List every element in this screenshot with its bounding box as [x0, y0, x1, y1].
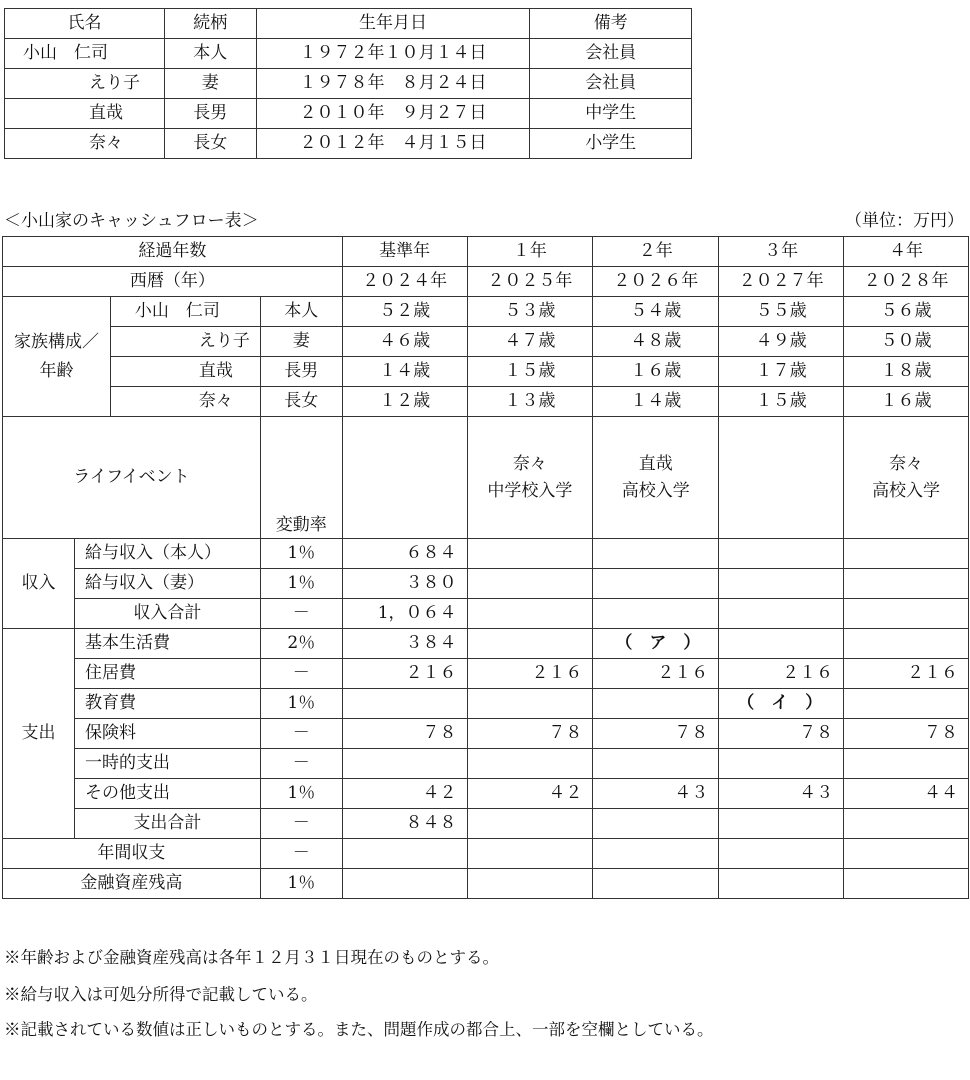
- years-label: 経過年数: [3, 237, 343, 267]
- age-cell: ５４歳: [593, 297, 719, 327]
- value-cell: [593, 749, 719, 779]
- value-cell: [844, 749, 969, 779]
- western-cell: ２０２５年: [467, 267, 593, 297]
- value-cell: ２１６: [844, 659, 969, 689]
- header-relation: 続柄: [164, 9, 256, 39]
- rate-cell: 1％: [260, 539, 342, 569]
- age-cell: ５６歳: [844, 297, 969, 327]
- age-cell: ５３歳: [467, 297, 593, 327]
- rate-cell: －: [260, 839, 342, 869]
- age-cell: １５歳: [467, 357, 593, 387]
- value-cell: ７８: [844, 719, 969, 749]
- age-cell: ４６歳: [342, 327, 467, 357]
- member-age-row: [3, 357, 969, 387]
- expense-item-label: 教育費: [74, 689, 260, 719]
- value-cell: ３８４: [342, 629, 467, 659]
- expense-total-label: 支出合計: [74, 809, 260, 839]
- value-cell: ３８０: [342, 569, 467, 599]
- value-cell: [719, 839, 844, 869]
- value-cell: [719, 809, 844, 839]
- income-row: [3, 569, 969, 599]
- value-cell: ２１６: [719, 659, 844, 689]
- value-cell: [593, 539, 719, 569]
- member-name: 奈々: [5, 129, 165, 159]
- rate-cell: 1％: [260, 689, 342, 719]
- rate-cell: 1％: [260, 779, 342, 809]
- value-cell: [719, 569, 844, 599]
- expense-row: [3, 689, 969, 719]
- age-cell: １６歳: [593, 357, 719, 387]
- age-cell: ４９歳: [719, 327, 844, 357]
- member-age-row: [3, 297, 969, 327]
- event-line2: 高校入学: [621, 480, 690, 501]
- expense-row: [3, 719, 969, 749]
- income-row: [3, 539, 969, 569]
- years-row: [3, 237, 969, 267]
- value-cell: ２１６: [467, 659, 593, 689]
- cashflow-title: ＜小山家のキャッシュフロー表＞: [4, 211, 259, 231]
- event-cell: [844, 417, 969, 539]
- age-cell: １７歳: [719, 357, 844, 387]
- value-cell: [844, 689, 969, 719]
- event-line1: 直哉: [638, 454, 673, 475]
- member-age-row: [3, 327, 969, 357]
- event-cell: [593, 417, 719, 539]
- value-cell: ４２: [342, 779, 467, 809]
- expense-item-label: 保険料: [74, 719, 260, 749]
- value-cell: [593, 839, 719, 869]
- value-cell: [467, 689, 593, 719]
- member-age-row: [3, 387, 969, 417]
- age-member-name: 直哉: [110, 357, 260, 387]
- value-cell: ２１６: [593, 659, 719, 689]
- western-cell: ２０２８年: [844, 267, 969, 297]
- member-birth: ２０１０年 ９月２７日: [256, 99, 530, 129]
- unit-label: （単位：万円）: [845, 211, 964, 231]
- note-1: ※年齢および金融資産残高は各年１２月３１日現在のものとする。: [4, 948, 499, 967]
- age-member-relation: 長女: [260, 387, 342, 417]
- age-cell: １４歳: [342, 357, 467, 387]
- expense-item-label: その他支出: [74, 779, 260, 809]
- value-cell: [719, 599, 844, 629]
- rate-cell: －: [260, 599, 342, 629]
- event-line2: 中学校入学: [487, 480, 573, 501]
- income-total-row: [3, 599, 969, 629]
- family-row: [5, 69, 692, 99]
- rate-cell: 2％: [260, 629, 342, 659]
- age-cell: ５５歳: [719, 297, 844, 327]
- member-relation: 妻: [164, 69, 256, 99]
- value-cell: [593, 569, 719, 599]
- member-name: 小山 仁司: [5, 39, 165, 69]
- income-total-label: 収入合計: [74, 599, 260, 629]
- blank-a-cell: （ ア ）: [593, 629, 719, 659]
- value-cell: ４３: [593, 779, 719, 809]
- assets-label: 金融資産残高: [3, 869, 261, 899]
- western-cell: ２０２７年: [719, 267, 844, 297]
- value-cell: [593, 809, 719, 839]
- member-relation: 長男: [164, 99, 256, 129]
- family-label-line2: 年齢: [39, 360, 74, 381]
- header-note: 備考: [530, 9, 692, 39]
- income-item-label: 給与収入（本人）: [74, 539, 260, 569]
- expense-label: 支出: [3, 629, 75, 839]
- value-cell: ４４: [844, 779, 969, 809]
- event-line1: 奈々: [512, 454, 547, 475]
- member-name: 直哉: [5, 99, 165, 129]
- age-cell: １３歳: [467, 387, 593, 417]
- rate-label: 変動率: [260, 417, 342, 539]
- age-cell: １５歳: [719, 387, 844, 417]
- year-cell: 基準年: [342, 237, 467, 267]
- age-cell: １８歳: [844, 357, 969, 387]
- member-birth: １９７２年１０月１４日: [256, 39, 530, 69]
- event-line1: 奈々: [889, 454, 924, 475]
- family-label-line1: 家族構成／: [13, 331, 99, 352]
- rate-cell: －: [260, 719, 342, 749]
- family-row: [5, 129, 692, 159]
- value-cell: [593, 599, 719, 629]
- note-3: ※記載されている数値は正しいものとする。また、問題作成の都合上、一部を空欄としている。: [4, 1020, 714, 1039]
- expense-item-label: 基本生活費: [74, 629, 260, 659]
- member-birth: １９７８年 ８月２４日: [256, 69, 530, 99]
- western-row: [3, 267, 969, 297]
- expense-row: [3, 749, 969, 779]
- annual-balance-label: 年間収支: [3, 839, 261, 869]
- western-cell: ２０２６年: [593, 267, 719, 297]
- value-cell: [342, 869, 467, 899]
- expense-item-label: 住居費: [74, 659, 260, 689]
- member-note: 中学生: [530, 99, 692, 129]
- value-cell: [467, 629, 593, 659]
- rate-cell: －: [260, 809, 342, 839]
- member-relation: 長女: [164, 129, 256, 159]
- family-table: [4, 8, 692, 159]
- expense-total-row: [3, 809, 969, 839]
- age-member-relation: 妻: [260, 327, 342, 357]
- value-cell: [593, 689, 719, 719]
- value-cell: [844, 629, 969, 659]
- value-cell: [844, 539, 969, 569]
- year-cell: ４年: [844, 237, 969, 267]
- age-cell: １２歳: [342, 387, 467, 417]
- value-cell: ８４８: [342, 809, 467, 839]
- value-cell: ７８: [467, 719, 593, 749]
- event-line2: 高校入学: [872, 480, 941, 501]
- value-cell: [467, 869, 593, 899]
- value-cell: [467, 749, 593, 779]
- family-header-row: [5, 9, 692, 39]
- value-cell: [467, 539, 593, 569]
- value-cell: ７８: [719, 719, 844, 749]
- age-cell: ４８歳: [593, 327, 719, 357]
- family-composition-label: [3, 297, 111, 417]
- value-cell: [342, 749, 467, 779]
- age-cell: １４歳: [593, 387, 719, 417]
- header-birth: 生年月日: [256, 9, 530, 39]
- expense-row: [3, 779, 969, 809]
- age-member-name: 奈々: [110, 387, 260, 417]
- life-event-row: [3, 417, 969, 539]
- value-cell: [844, 869, 969, 899]
- age-cell: ４７歳: [467, 327, 593, 357]
- member-note: 会社員: [530, 69, 692, 99]
- rate-cell: －: [260, 749, 342, 779]
- value-cell: [467, 599, 593, 629]
- note-2: ※給与収入は可処分所得で記載している。: [4, 985, 318, 1004]
- value-cell: [342, 689, 467, 719]
- age-member-relation: 本人: [260, 297, 342, 327]
- age-cell: ５０歳: [844, 327, 969, 357]
- value-cell: ４２: [467, 779, 593, 809]
- value-cell: ６８４: [342, 539, 467, 569]
- assets-row: [3, 869, 969, 899]
- value-cell: 1，０６４: [342, 599, 467, 629]
- age-member-relation: 長男: [260, 357, 342, 387]
- member-note: 会社員: [530, 39, 692, 69]
- annual-balance-row: [3, 839, 969, 869]
- value-cell: [719, 539, 844, 569]
- rate-cell: 1％: [260, 869, 342, 899]
- western-label: 西暦（年）: [3, 267, 343, 297]
- value-cell: ２１６: [342, 659, 467, 689]
- value-cell: ７８: [342, 719, 467, 749]
- value-cell: ４３: [719, 779, 844, 809]
- western-cell: ２０２４年: [342, 267, 467, 297]
- value-cell: [844, 599, 969, 629]
- value-cell: [593, 869, 719, 899]
- year-cell: ３年: [719, 237, 844, 267]
- header-name: 氏名: [5, 9, 165, 39]
- value-cell: [342, 839, 467, 869]
- year-cell: １年: [467, 237, 593, 267]
- value-cell: [719, 749, 844, 779]
- rate-cell: －: [260, 659, 342, 689]
- event-cell: [342, 417, 467, 539]
- event-cell: [467, 417, 593, 539]
- age-member-name: 小山 仁司: [110, 297, 260, 327]
- member-name: えり子: [5, 69, 165, 99]
- income-label: 収入: [3, 539, 75, 629]
- expense-row: [3, 659, 969, 689]
- value-cell: [467, 809, 593, 839]
- member-birth: ２０１２年 ４月１５日: [256, 129, 530, 159]
- family-row: [5, 99, 692, 129]
- value-cell: [844, 569, 969, 599]
- year-cell: ２年: [593, 237, 719, 267]
- expense-row: [3, 629, 969, 659]
- value-cell: [844, 809, 969, 839]
- age-cell: ５２歳: [342, 297, 467, 327]
- rate-cell: 1％: [260, 569, 342, 599]
- income-item-label: 給与収入（妻）: [74, 569, 260, 599]
- age-member-name: えり子: [110, 327, 260, 357]
- value-cell: [844, 839, 969, 869]
- member-relation: 本人: [164, 39, 256, 69]
- value-cell: ７８: [593, 719, 719, 749]
- event-cell: [719, 417, 844, 539]
- value-cell: [719, 629, 844, 659]
- family-row: [5, 39, 692, 69]
- age-cell: １６歳: [844, 387, 969, 417]
- value-cell: [467, 569, 593, 599]
- expense-item-label: 一時的支出: [74, 749, 260, 779]
- blank-i-cell: （ イ ）: [719, 689, 844, 719]
- life-event-label: ライフイベント: [3, 417, 261, 539]
- member-note: 小学生: [530, 129, 692, 159]
- value-cell: [719, 869, 844, 899]
- cashflow-table: [2, 236, 969, 899]
- value-cell: [467, 839, 593, 869]
